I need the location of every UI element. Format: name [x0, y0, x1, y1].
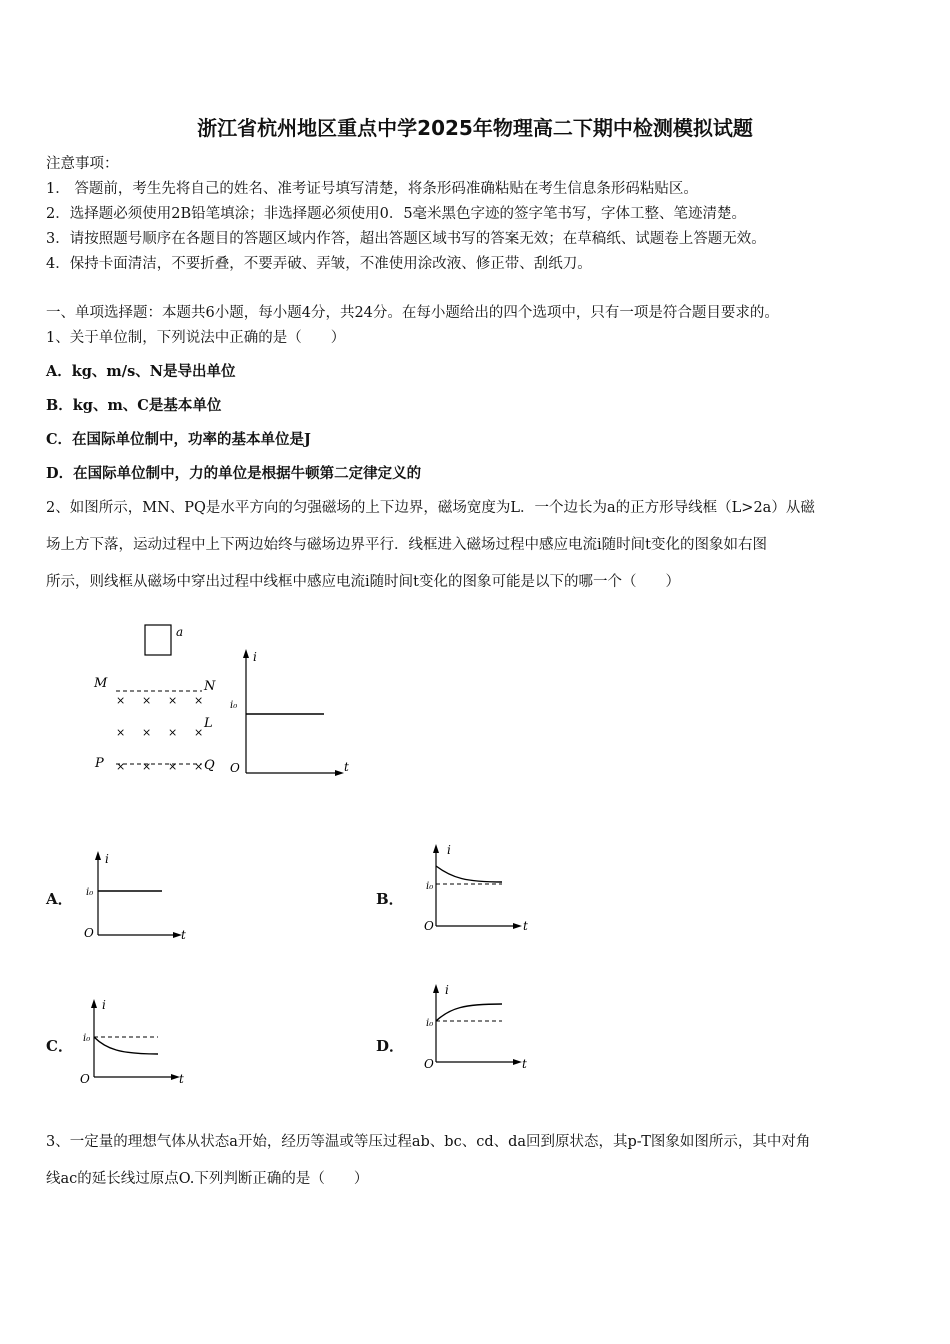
i0-label: i₀ [426, 881, 434, 892]
question-1-option-c: C．在国际单位制中，功率的基本单位是J [46, 431, 311, 448]
question-2-option-d-label[interactable]: D． [376, 1037, 405, 1055]
origin-label: O [80, 1072, 90, 1086]
x-arrow-icon [513, 923, 522, 929]
y-arrow-icon [95, 851, 101, 860]
question-2-option-a-label[interactable]: A． [46, 890, 73, 908]
axis-t-label: t [522, 1057, 527, 1071]
x-arrow-icon [335, 770, 344, 776]
notice-item-3: 3．请按照题号顺序在各题目的答题区域内作答，超出答题区域书写的答案无效；在草稿纸、试题卷上答题无效。 [46, 231, 766, 247]
cross: × [194, 694, 204, 707]
label-m: M [94, 676, 108, 691]
origin-label: O [424, 919, 434, 933]
label-p: P [95, 756, 104, 771]
origin-label: O [84, 926, 94, 940]
current-curve [436, 1004, 502, 1021]
i0-label: i₀ [86, 887, 94, 898]
i0-label: i₀ [230, 700, 238, 711]
y-arrow-icon [243, 649, 249, 658]
question-3-line-1: 3、一定量的理想气体从状态a开始，经历等温或等压过程ab、bc、cd、da回到原状态，其p-T图象如图所示，其中对角 [46, 1134, 811, 1150]
cross: × [142, 760, 152, 773]
cross: × [116, 694, 126, 707]
i0-label: i₀ [83, 1033, 91, 1044]
origin-label: O [230, 761, 240, 775]
current-curve [436, 866, 502, 882]
option-a-graph [80, 845, 200, 945]
square-loop [145, 625, 171, 655]
square-side-label: a [176, 625, 184, 639]
axis-t-label: t [179, 1072, 184, 1086]
label-q: Q [204, 758, 215, 773]
cross: × [194, 726, 204, 739]
origin-label: O [424, 1057, 434, 1071]
cross: × [116, 726, 126, 739]
current-curve [94, 1037, 158, 1054]
question-2-option-b-label[interactable]: B． [376, 890, 404, 908]
y-arrow-icon [433, 844, 439, 853]
notice-item-4: 4．保持卡面清洁，不要折叠，不要弄破、弄皱，不准使用涂改液、修正带、刮纸刀。 [46, 256, 592, 272]
question-2-line-2: 场上方下落，运动过程中上下两边始终与磁场边界平行．线框进入磁场过程中感应电流i随时间t变化的图象如右图 [46, 537, 767, 553]
cross: × [142, 726, 152, 739]
page-title: 浙江省杭州地区重点中学2025年物理高二下期中检测模拟试题 [197, 116, 753, 140]
axis-i-label: i [102, 998, 106, 1012]
cross: × [142, 694, 152, 707]
field-crosses [116, 694, 203, 773]
option-b-graph [420, 838, 540, 938]
axis-i-label: i [105, 852, 109, 866]
question-2-option-c-label[interactable]: C． [46, 1037, 73, 1055]
section-heading: 一、单项选择题：本题共6小题，每小题4分，共24分。在每小题给出的四个选项中，只有一项是符合题目要求的。 [46, 305, 779, 321]
notice-item-1: 1． 答题前，考生先将自己的姓名、准考证号填写清楚，将条形码准确粘贴在考生信息条形码粘贴区。 [46, 181, 698, 197]
notice-item-2: 2．选择题必须使用2B铅笔填涂；非选择题必须使用0．5毫米黑色字迹的签字笔书写，字体工整、笔迹清楚。 [46, 206, 747, 222]
cross: × [168, 760, 178, 773]
question-2-field-figure [80, 615, 380, 790]
i0-label: i₀ [426, 1018, 434, 1029]
x-arrow-icon [513, 1059, 522, 1065]
label-n: N [204, 679, 216, 694]
question-1-option-b: B．kg、m、C是基本单位 [46, 397, 222, 414]
axis-t-label: t [181, 928, 186, 942]
option-d-graph [420, 978, 540, 1078]
axis-i-label: i [447, 843, 451, 857]
cross: × [194, 760, 204, 773]
cross: × [116, 760, 126, 773]
question-1-option-d: D．在国际单位制中，力的单位是根据牛顿第二定律定义的 [46, 465, 422, 482]
question-1-option-a: A．kg、m/s、N是导出单位 [46, 363, 236, 380]
question-1-stem: 1、关于单位制，下列说法中正确的是（ ） [46, 330, 346, 346]
label-l: L [204, 716, 213, 731]
axis-i-label: i [253, 650, 257, 664]
y-arrow-icon [91, 999, 97, 1008]
question-3-line-2: 线ac的延长线过原点O.下列判断正确的是（ ） [46, 1171, 369, 1187]
question-2-line-1: 2、如图所示，MN、PQ是水平方向的匀强磁场的上下边界，磁场宽度为L．一个边长为a的正方形导线框（L>2a）从磁 [46, 500, 815, 516]
question-2-line-3: 所示，则线框从磁场中穿出过程中线框中感应电流i随时间t变化的图象可能是以下的哪一个（ ） [46, 574, 680, 590]
cross: × [168, 694, 178, 707]
notice-heading: 注意事项： [46, 156, 119, 172]
axis-t-label: t [523, 919, 528, 933]
y-arrow-icon [433, 984, 439, 993]
axis-t-label: t [344, 760, 349, 774]
option-c-graph [80, 993, 200, 1093]
cross: × [168, 726, 178, 739]
axis-i-label: i [445, 983, 449, 997]
